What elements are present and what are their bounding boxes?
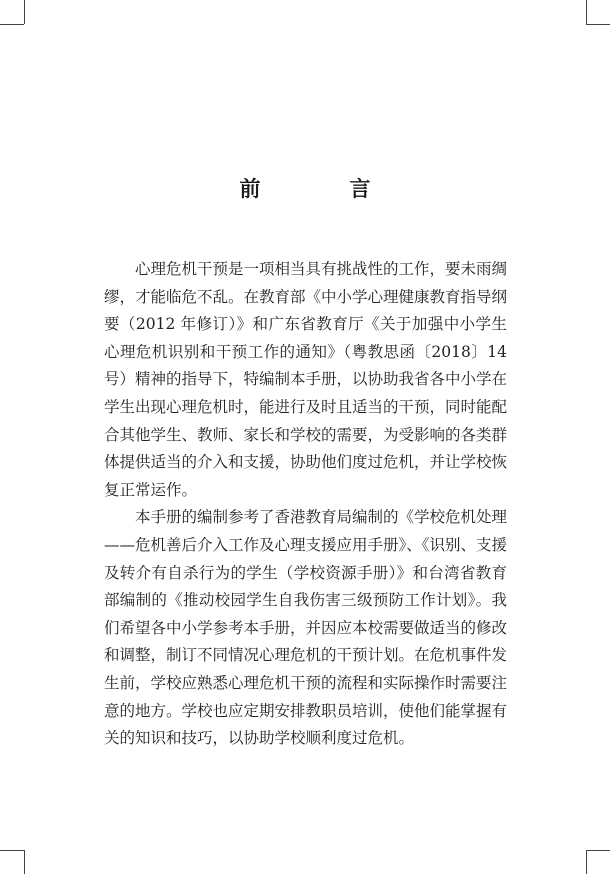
crop-mark-bottom-left-horizontal	[0, 850, 24, 851]
paragraph-2: 本手册的编制参考了香港教育局编制的《学校危机处理——危机善后介入工作及心理支援应用手册》、《识别、支援及转介有自杀行为的学生（学校资源手册）》和台湾省教育部编制的《推动校园学生自我伤害三级预防工作计划》。我们希望各中小学参考本手册，并因应本校需要做适当的修改和调整，制订不同情况心理危机的干预计划。在危机事件发生前，学校应熟悉心理危机干预的流程和实际操作时需要注意的地方。学校也应定期安排教职员培训，使他们能掌握有关的知识和技巧，以协助学校顺利度过危机。	[104, 508, 508, 748]
crop-mark-top-right-vertical	[586, 0, 587, 24]
crop-mark-top-right-horizontal	[586, 24, 610, 25]
crop-mark-bottom-right-horizontal	[586, 850, 610, 851]
crop-mark-top-left-vertical	[24, 0, 25, 24]
crop-mark-bottom-right-vertical	[586, 850, 587, 874]
crop-mark-top-left-horizontal	[0, 24, 24, 25]
paragraph-1: 心理危机干预是一项相当具有挑战性的工作，要未雨绸缪，才能临危不乱。在教育部《中小学心理健康教育指导纲要（2012 年修订）》和广东省教育厅《关于加强中小学生心理危机识别和干预工作的通知》（粤教思函〔2018〕14 号）精神的指导下，特编制本手册，以协助我省各中小学在学生出现心理危机时，能进行及时且适当的干预，同时能配合其他学生、教师、家长和学校的需要，为受影响的各类群体提供适当的介入和支援，协助他们度过危机，并让学校恢复正常运作。	[104, 260, 508, 499]
page-title: 前 言	[239, 177, 405, 201]
crop-mark-bottom-left-vertical	[24, 850, 25, 874]
body-text	[104, 256, 507, 753]
